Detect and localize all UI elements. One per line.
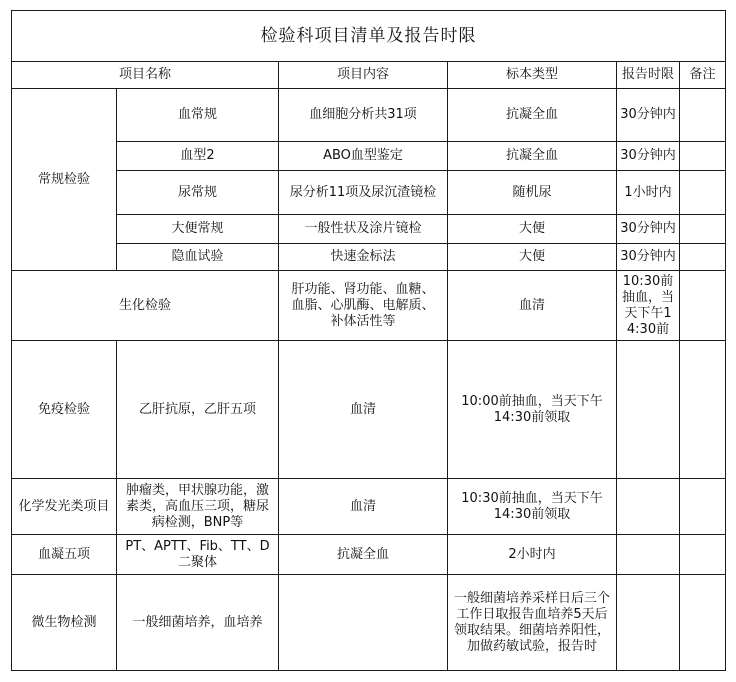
coag-time: 2小时内 xyxy=(448,535,617,575)
item-content: ABO血型鉴定 xyxy=(279,142,448,171)
title-row xyxy=(12,11,726,62)
table-row xyxy=(12,215,726,244)
header-content: 项目内容 xyxy=(279,62,448,89)
item-name: 血常规 xyxy=(117,89,279,142)
item-remark xyxy=(680,171,726,215)
category-immune: 免疫检验 xyxy=(12,341,117,479)
item-content: 快速金标法 xyxy=(279,244,448,271)
biochem-name: 生化检验 xyxy=(12,271,279,341)
item-specimen: 大便 xyxy=(448,244,617,271)
category-routine: 常规检验 xyxy=(12,89,117,271)
item-time: 30分钟内 xyxy=(617,244,680,271)
category-coag: 血凝五项 xyxy=(12,535,117,575)
item-time: 30分钟内 xyxy=(617,142,680,171)
biochem-content: 肝功能、肾功能、血糖、血脂、心肌酶、电解质、补体活性等 xyxy=(279,271,448,341)
table-row xyxy=(12,271,726,341)
biochem-time: 10:30前抽血，当天下午14:30前 xyxy=(617,271,680,341)
item-empty xyxy=(617,479,680,535)
table-row xyxy=(12,341,726,479)
item-remark xyxy=(680,341,726,479)
item-specimen: 随机尿 xyxy=(448,171,617,215)
table-title: 检验科项目清单及报告时限 xyxy=(12,11,726,62)
item-time: 1小时内 xyxy=(617,171,680,215)
header-time: 报告时限 xyxy=(617,62,680,89)
item-empty xyxy=(617,341,680,479)
table-row xyxy=(12,244,726,271)
item-remark xyxy=(680,271,726,341)
item-time: 30分钟内 xyxy=(617,215,680,244)
item-remark xyxy=(680,479,726,535)
lab-items-table xyxy=(11,10,726,671)
item-specimen: 抗凝全血 xyxy=(448,142,617,171)
item-name: 血型2 xyxy=(117,142,279,171)
item-time: 30分钟内 xyxy=(617,89,680,142)
table-row xyxy=(12,575,726,671)
item-content: 一般性状及涂片镜检 xyxy=(279,215,448,244)
micro-specimen xyxy=(279,575,448,671)
coag-specimen: 抗凝全血 xyxy=(279,535,448,575)
item-name: 大便常规 xyxy=(117,215,279,244)
category-chemi: 化学发光类项目 xyxy=(12,479,117,535)
table-row xyxy=(12,142,726,171)
micro-name: 一般细菌培养，血培养 xyxy=(117,575,279,671)
coag-name: PT、APTT、Fib、TT、D二聚体 xyxy=(117,535,279,575)
micro-time: 一般细菌培养采样日后三个工作日取报告血培养5天后领取结果。细菌培养阳性，加做药敏试验，报告时 xyxy=(448,575,617,671)
table-row xyxy=(12,171,726,215)
table-row xyxy=(12,479,726,535)
immune-name: 乙肝抗原，乙肝五项 xyxy=(117,341,279,479)
immune-time: 10:00前抽血，当天下午14:30前领取 xyxy=(448,341,617,479)
item-empty xyxy=(617,575,680,671)
chemi-name: 肿瘤类，甲状腺功能，激素类，高血压三项，糖尿病检测，BNP等 xyxy=(117,479,279,535)
header-specimen: 标本类型 xyxy=(448,62,617,89)
header-remark: 备注 xyxy=(680,62,726,89)
item-remark xyxy=(680,142,726,171)
item-name: 隐血试验 xyxy=(117,244,279,271)
immune-specimen: 血清 xyxy=(279,341,448,479)
category-micro: 微生物检测 xyxy=(12,575,117,671)
item-remark xyxy=(680,215,726,244)
item-specimen: 大便 xyxy=(448,215,617,244)
item-content: 尿分析11项及尿沉渣镜检 xyxy=(279,171,448,215)
biochem-specimen: 血清 xyxy=(448,271,617,341)
item-remark xyxy=(680,244,726,271)
item-remark xyxy=(680,535,726,575)
table-row xyxy=(12,89,726,142)
item-specimen: 抗凝全血 xyxy=(448,89,617,142)
chemi-time: 10:30前抽血，当天下午14:30前领取 xyxy=(448,479,617,535)
item-remark xyxy=(680,575,726,671)
header-name: 项目名称 xyxy=(12,62,279,89)
item-name: 尿常规 xyxy=(117,171,279,215)
item-content: 血细胞分析共31项 xyxy=(279,89,448,142)
table-row xyxy=(12,535,726,575)
item-remark xyxy=(680,89,726,142)
chemi-specimen: 血清 xyxy=(279,479,448,535)
header-row xyxy=(12,62,726,89)
item-empty xyxy=(617,535,680,575)
